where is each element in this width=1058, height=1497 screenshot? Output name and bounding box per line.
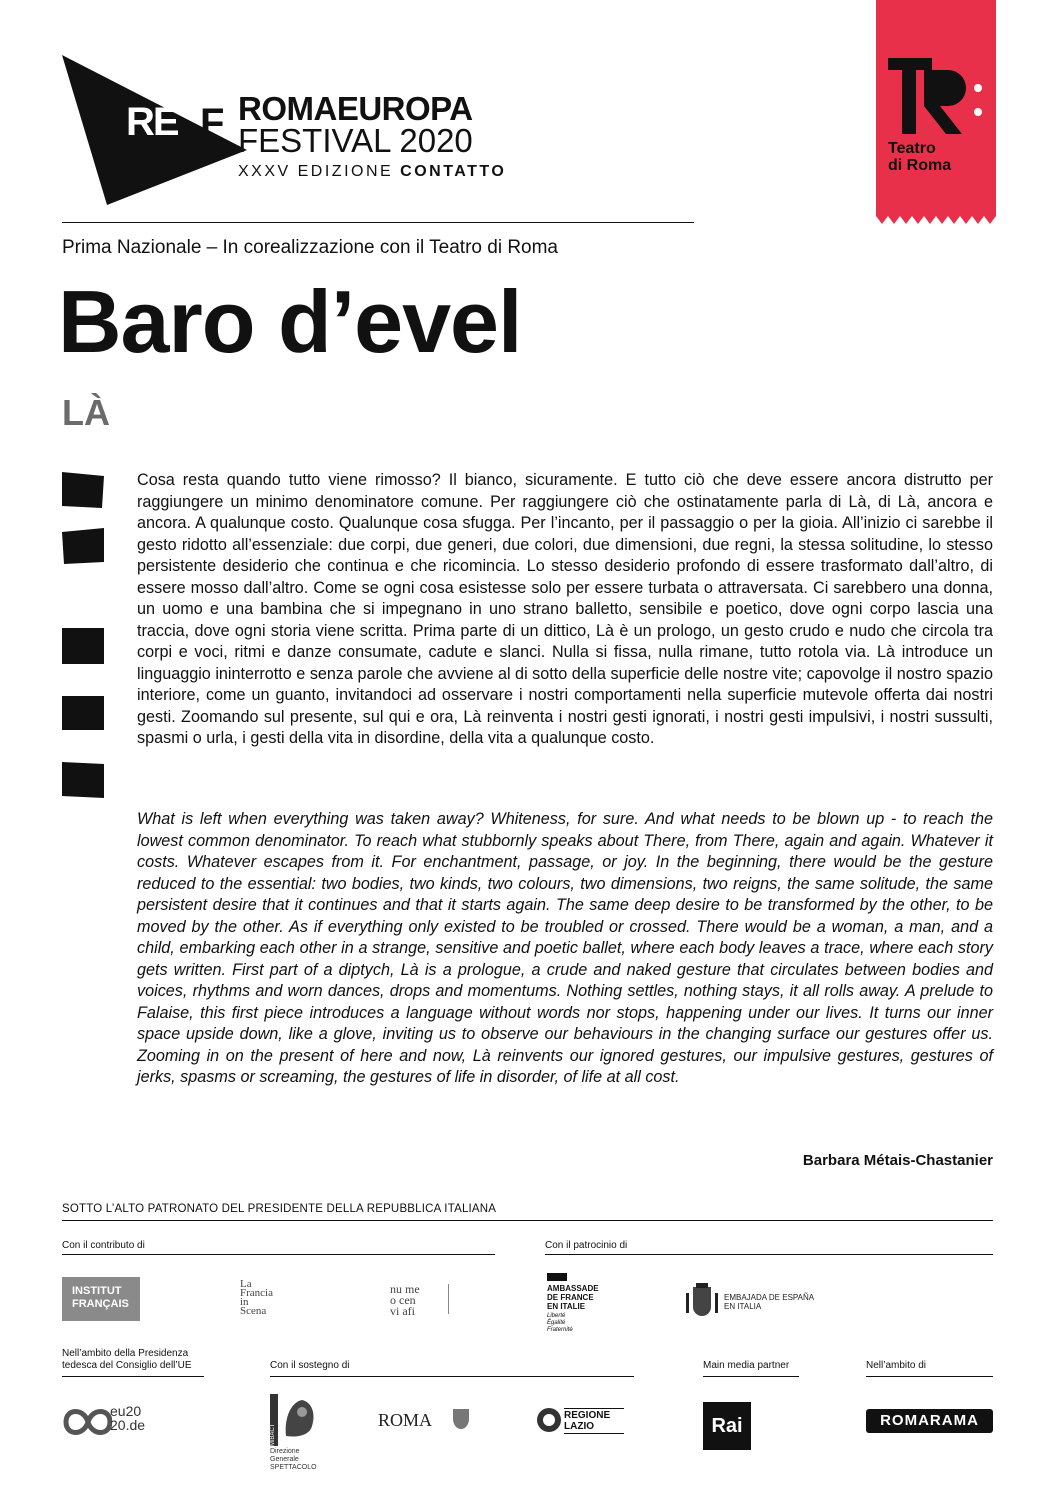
ambassade-france-logo: AMBASSADE DE FRANCE EN ITALIE Liberté Égalité Fraternité bbox=[547, 1273, 599, 1334]
eu2020-infinity-icon bbox=[62, 1400, 112, 1440]
presidenza-label: Nell’ambito della Presidenza tedesca del Consiglio dell’UE bbox=[62, 1348, 192, 1371]
roma-shield-icon bbox=[452, 1408, 470, 1435]
marianne-icon bbox=[547, 1273, 567, 1281]
festival-subtitle: FESTIVAL 2020 bbox=[238, 122, 473, 159]
roma-logo: ROMA bbox=[378, 1410, 433, 1430]
footer-divider bbox=[62, 1220, 993, 1221]
contributo-label: Con il contributo di bbox=[62, 1240, 145, 1251]
contributo-divider bbox=[62, 1254, 495, 1255]
eu2020-logo: eu20 20.de bbox=[110, 1403, 146, 1433]
rai-logo: Rai bbox=[703, 1402, 751, 1450]
fondazione-divider bbox=[448, 1284, 495, 1314]
media-partner-divider bbox=[703, 1376, 799, 1377]
spain-coat-of-arms-icon bbox=[684, 1283, 720, 1317]
ambito-divider bbox=[866, 1376, 993, 1377]
header-divider bbox=[62, 222, 694, 223]
mibact-logo: MiBACT bbox=[270, 1394, 320, 1446]
ref-logo-f: F bbox=[200, 101, 225, 145]
sostegno-divider bbox=[270, 1376, 634, 1377]
francia-in-scena-logo: La Francia in Scena bbox=[240, 1278, 273, 1317]
festival-edition: XXXV EDIZIONE CONTATTO bbox=[238, 163, 507, 180]
presidenza-divider bbox=[62, 1376, 204, 1377]
institut-francais-logo: INSTITUT FRANÇAIS bbox=[62, 1277, 140, 1321]
body-italian: Cosa resta quando tutto viene rimosso? Il bianco, sicuramente. E tutto ciò che deve essere ancora distrutto per raggiungere un minimo denominatore comune. Per raggiungere ciò che ostinatamente parla di Là, di Là, ancora e ancora. A qualunque costo. Qualunque cosa sfugga. Per l’incanto, per il passaggio o per la gioia. All’inizio ci sarebbe il gesto ridotto all’essenziale: due corpi, due generi, due colori, due dimensioni, due regni, la stessa solitudine, lo stesso persistente desiderio che continua e che ricomincia. Lo stesso desiderio profondo di essere trasformato dall’altro, di essere mosso dall’altro. Come se ogni cosa esistesse solo per essere turbata o attraversata. Ci sarebbero una donna, un uomo e una bambina che si impegnano in uno strano balletto, sensibile e poetico, dove ogni corpo lascia una traccia, dove ogni storia viene scritta. Prima parte di un dittico, Là è un prologo, un gesto crudo e nudo che circola tra corpi e voci, ritmi e danze consumate, cadute e slanci. Nulla si fissa, nulla rimane, tutto rotola via. Là introduce un linguaggio ininterrotto e senza parole che avviene al di sotto della superficie delle nostre vite; capovolge il nostro spazio interiore, come un guanto, invitandoci ad osservare i nostri comportamenti nella superficie mutevole offerta dai nostri gesti. Zoomando sul presente, sul qui e ora, Là reinventa i nostri gesti ignorati, i nostri gesti impulsivi, i nostri sussulti, spasmi o urla, i gesti della vita in disordine, della vita a qualunque costo. bbox=[137, 471, 993, 747]
patronage-text: SOTTO L’ALTO PATRONATO DEL PRESIDENTE DELLA REPUBBLICA ITALIANA bbox=[62, 1203, 497, 1215]
teatro-name: Teatro di Roma bbox=[888, 140, 952, 174]
sostegno-label: Con il sostegno di bbox=[270, 1360, 350, 1371]
patrocinio-label: Con il patrocinio di bbox=[545, 1240, 628, 1251]
direzione-spettacolo-text: Direzione Generale SPETTACOLO bbox=[270, 1448, 317, 1471]
teatro-di-roma-logo bbox=[876, 0, 996, 224]
media-partner-label: Main media partner bbox=[703, 1360, 790, 1371]
embajada-espana-logo: EMBAJADA DE ESPAÑA EN ITALIA bbox=[724, 1293, 815, 1311]
kicker: Prima Nazionale – In corealizzazione con il Teatro di Roma bbox=[62, 237, 559, 258]
body-english: What is left when everything was taken away? Whiteness, for sure. And what needs to be blown up - to reach the lowest common denominator. To reach what stubbornly speaks about There, from There, again and again. Whatever it costs. Whatever escapes from it. For enchantment, passage, or joy. In the beginning, there would be the gesture reduced to the essential: two bodies, two kinds, two colours, two dimensions, two reigns, the same solitude, the same persistent desire that it continues and that it starts again. The same deep desire to be transformed by the other, to be moved by the other. As if everything only existed to be troubled or crossed. There would be a woman, a man, and a child, embarking each other in a strange, sensitive and poetic ballet, where each body leaves a trace, where each story gets written. First part of a diptych, Là is a prologue, a crude and naked gesture that circulates between bodies and voices, rhythms and worn dances, drops and momentums. Nothing settles, nothing stays, it all rolls away. A prelude to Falaise, this first piece introduces a language without words nor stops, happening under our lives. It turns our inner space upside down, like a glove, inviting us to observe our behaviours in the changing surface our gestures offer us. Zooming in on the present of here and now, Là reinvents our ignored gestures, our impulsive gestures, gestures of jerks, spasms or screaming, the gestures of life in disorder, of life at all cost. bbox=[137, 810, 993, 1086]
svg-text:RE: RE bbox=[126, 100, 178, 144]
nuovo-cinema-logo: nu me o cen vi afi bbox=[390, 1282, 420, 1318]
regione-lazio-emblem-icon bbox=[536, 1407, 562, 1438]
show-title: LÀ bbox=[62, 392, 110, 433]
ambito-label: Nell’ambito di bbox=[866, 1360, 927, 1371]
romarama-logo: ROMARAMA bbox=[866, 1409, 993, 1433]
festival-name: ROMAEUROPA bbox=[238, 90, 473, 127]
author: Barbara Métais-Chastanier bbox=[802, 1152, 993, 1169]
regione-lazio-logo: REGIONE LAZIO bbox=[564, 1408, 624, 1434]
patrocinio-divider bbox=[545, 1254, 993, 1255]
page-title: Baro d’evel bbox=[58, 272, 522, 371]
decorative-squares bbox=[62, 470, 106, 800]
